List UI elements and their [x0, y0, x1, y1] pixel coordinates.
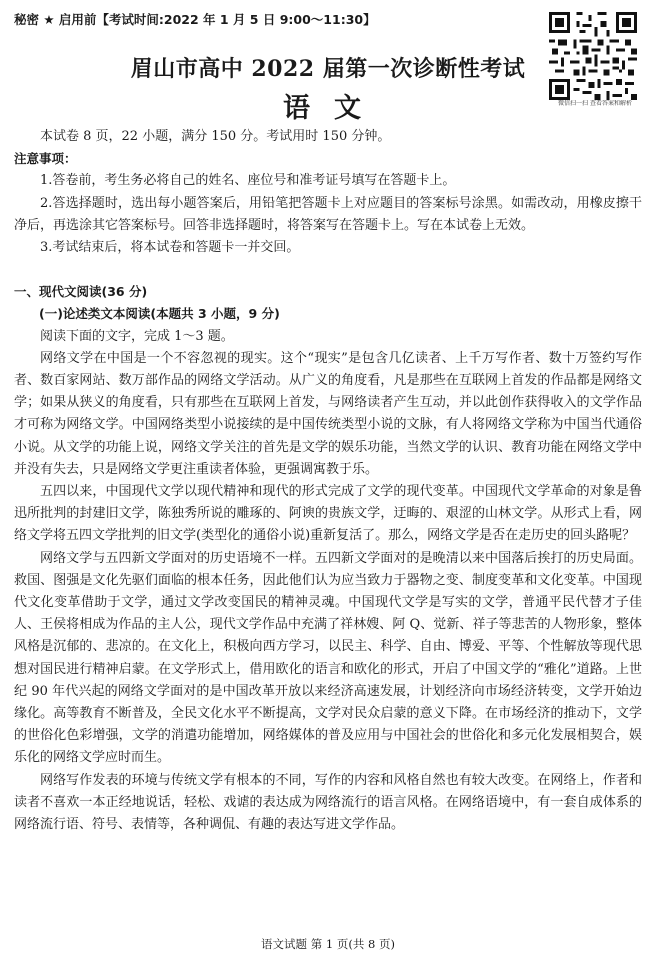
notice-item: 1.答卷前，考生务必将自己的姓名、座位号和准考证号填写在答题卡上。: [40, 173, 456, 189]
notice-heading: 注意事项：: [14, 151, 77, 167]
passage-paragraph: 网络文学在中国是一个不容忽视的现实。这个“现实”是包含几亿读者、上千万写作者、数十万签约写作者、数百家网站、数万部作品的网络文学活动。从广义的角度看，凡是那些在互联网上首发的作品都是网络文学；如果从狭义的角度看，只有那些在互联网上首发，与网络读者产生互动，并以此创作获得收入的文学作品才可称为网络文学。中国网络类型小说接续的是中国传统类型小说的文脉，有人将网络文学称为中国当代通俗小说。从文学的功能上说，网络文学关注的首先是文学的娱乐功能，当然文学的认识、教育功能在网络文学中并没有失去，只是网络文学更注重读者体验，更强调寓教于乐。: [14, 350, 642, 477]
passage-paragraph: 网络写作发表的环境与传统文学有根本的不同，写作的内容和风格自然也有较大改变。在网络上，作者和读者不喜欢一本正经地说话，轻松、戏谑的表达成为网络流行的语言风格。在网络语境中，有一套自成体系的网络流行语、符号、表情等，各种调侃、有趣的表达写进文学作品。: [14, 772, 642, 833]
subsection-heading: (一)论述类文本阅读(本题共 3 小题，9 分): [39, 306, 280, 322]
spacer: [14, 259, 642, 281]
section-heading: 一、现代文阅读(36 分): [14, 284, 148, 300]
notice-item: 2.答选择题时，选出每小题答案后，用铅笔把答题卡上对应题目的答案标号涂黑。如需改动，用橡皮擦干净后，再选涂其它答案标号。回答非选择题时，将答案写在答题卡上。写在本试卷上无效。: [14, 195, 642, 233]
exam-title: 眉山市高中 2022 届第一次诊断性考试: [130, 56, 526, 82]
exam-intro: 本试卷 8 页，22 小题，满分 150 分。考试用时 150 分钟。: [40, 129, 391, 144]
subject-title: 语文: [283, 93, 385, 124]
passage-paragraph: 五四以来，中国现代文学以现代精神和现代的形式完成了文学的现代变革。中国现代文学革命的对象是鲁迅所批判的封建旧文学，陈独秀所说的雕琢的、阿谀的贵族文学，迂晦的、艰涩的山林文学。从形式上看，网络文学将五四文学批判的旧文学(类型化的通俗小说)重新复活了。那么，网络文学是否在走历史的回头路呢？: [14, 484, 642, 544]
notice-item: 3.考试结束后，将本试卷和答题卡一并交回。: [40, 240, 300, 256]
reading-instruction: 阅读下面的文字，完成 1～3 题。: [40, 328, 234, 344]
qr-caption: 微信扫一扫 查看答案和解析: [558, 100, 632, 107]
page-footer: 语文试题 第 1 页(共 8 页): [261, 937, 395, 951]
passage-paragraph: 网络文学与五四新文学面对的历史语境不一样。五四新文学面对的是晚清以来中国落后挨打的历史局面。救国、图强是文化先驱们面临的根本任务，因此他们认为应当致力于器物之变、制度变革和文化变革。中国现代文化变革借助于文学，通过文学改变国民的精神灵魂。中国现代文学是写实的文学，普通平民代替才子佳人、王侯将相成为作品的主人公，现代文学作品中充满了祥林嫂、阿 Q、觉新、祥子等悲苦的人物形象，整体风格是沉郁的、悲凉的。在文化上，积极向西方学习，以民主、科学、自由、博爱、平等、个性解放等现代思想对国民进行精神启蒙。在文学形式上，借用欧化的语言和欧化的形式，开启了中国文学的“雅化”道路。上世纪 90 年代兴起的网络文学面对的是中国改革开放以来经济高速发展，计划经济向市场经济转变，文学开始边缘化。高等教育不断普及，全民文化水平不断提高，文学对民众启蒙的意义下降。在市场经济的推动下，文学的世俗化色彩增强，文学的消遣功能增加，网络媒体的普及应用与中国社会的世俗化和多元化发展相契合，娱乐化的网络文学应时而生。: [14, 550, 642, 766]
exam-body: [14, 126, 642, 836]
confidential-header: 秘密 ★ 启用前【考试时间:2022 年 1 月 5 日 9:00～11:30】: [14, 12, 376, 27]
